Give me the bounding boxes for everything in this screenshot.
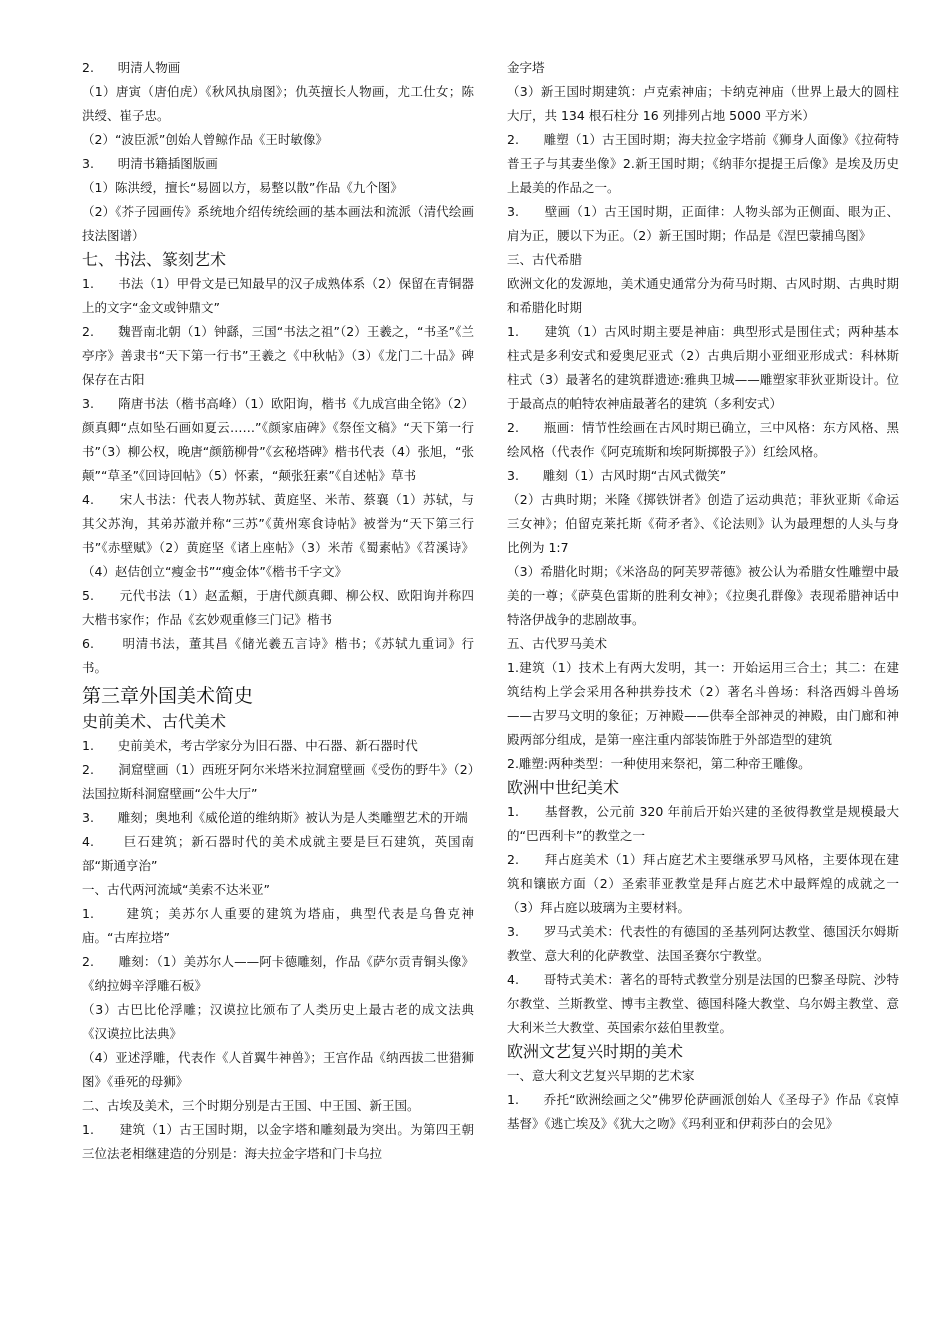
paragraph: （1）唐寅（唐伯虎）《秋风执扇图》；仇英擅长人物画，尤工仕女；陈洪绶、崔子忠。 xyxy=(82,84,474,123)
paragraph: 2.雕塑:两种类型：一种使用来祭祀，第二种帝王雕像。 xyxy=(507,756,811,771)
paragraph: （2）“波臣派”创始人曾鲸作品《王时敏像》 xyxy=(82,132,328,147)
paragraph: 二、古埃及美术，三个时期分别是古王国、中王国、新王国。 xyxy=(82,1098,420,1113)
left-column xyxy=(82,56,474,1166)
paragraph: 3. 明清书籍插图版画 xyxy=(82,156,218,171)
paragraph: 一、古代两河流域“美索不达米亚” xyxy=(82,882,270,897)
paragraph: 1. 建筑（1）古王国时期，以金字塔和雕刻最为突出。为第四王朝三位法老相继建造的分别是：海夫拉金字塔和门卡乌拉 xyxy=(82,1122,474,1161)
paragraph: 1. 书法（1）甲骨文是已知最早的汉子成熟体系（2）保留在青铜器上的文字“金文或钟鼎文” xyxy=(82,276,474,315)
paragraph: 2. 明清人物画 xyxy=(82,60,181,75)
paragraph: 5. 元代书法（1）赵孟頫，于唐代颜真卿、柳公权、欧阳询并称四大楷书家作；作品《玄妙观重修三门记》楷书 xyxy=(82,588,474,627)
paragraph: 金字塔 xyxy=(507,60,545,75)
paragraph: 4. 宋人书法：代表人物苏轼、黄庭坚、米芾、蔡襄（1）苏轼，与其父苏洵，其弟苏澈并称“三苏”《黄州寒食诗帖》被誉为“天下第三行书”《赤壁赋》（2）黄庭坚《诸上座帖》（3）米芾《蜀素帖》《苕溪诗》（4）赵佶创立“瘦金书”“瘦金体”《楷书千字文》 xyxy=(82,492,474,579)
chapter-heading: 第三章外国美术简史 xyxy=(82,685,254,707)
paragraph: （3）新王国时期建筑：卢克索神庙；卡纳克神庙（世界上最大的圆柱大厅，共 134 根石柱分 16 列排列占地 5000 平方米） xyxy=(507,84,899,123)
paragraph: 2. 瓶画：情节性绘画在古风时期已确立，三中风格：东方风格、黑绘风格（代表作《阿克琉斯和埃阿斯掷骰子》）红绘风格。 xyxy=(507,420,899,459)
paragraph: 2. 洞窟壁画（1）西班牙阿尔米塔米拉洞窟壁画《受伤的野牛》（2）法国拉斯科洞窟壁画“公牛大厅” xyxy=(82,762,474,801)
paragraph: 1. 建筑；美苏尔人重要的建筑为塔庙，典型代表是乌鲁克神庙。“古库拉塔” xyxy=(82,906,474,945)
paragraph: 3. 壁画（1）古王国时期，正面律：人物头部为正侧面、眼为正、肩为正，腰以下为正。（2）新王国时期；作品是《涅巴蒙捕鸟图》 xyxy=(507,204,899,243)
section-heading: 欧洲中世纪美术 xyxy=(507,778,620,797)
paragraph: 4. 哥特式美术：著名的哥特式教堂分别是法国的巴黎圣母院、沙特尔教堂、兰斯教堂、博韦主教堂、德国科隆大教堂、乌尔姆主教堂、意大利米兰大教堂、英国索尔兹伯里教堂。 xyxy=(507,972,899,1035)
section-heading: 史前美术、古代美术 xyxy=(82,712,227,731)
paragraph: 2. 魏晋南北朝（1）钟繇，三国“书法之祖”（2）王羲之，“书圣”《兰亭序》善隶书“天下第一行书”王羲之《中秋帖》（3）《龙门二十品》碑保存在古阳 xyxy=(82,324,474,387)
paragraph: 6. 明清书法，董其昌《储光羲五言诗》楷书；《苏轼九重词》行书。 xyxy=(82,636,474,675)
paragraph: 1. 基督教，公元前 320 年前后开始兴建的圣彼得教堂是规模最大的“巴西利卡”的教堂之一 xyxy=(507,804,899,843)
paragraph: 3. 雕刻；奥地利《威伦道的维纳斯》被认为是人类雕塑艺术的开端 xyxy=(82,810,468,825)
paragraph: 1.建筑（1）技术上有两大发明，其一：开始运用三合土；其二：在建筑结构上学会采用各种拱券技术（2）著名斗兽场：科洛西姆斗兽场——古罗马文明的象征；万神殿——供奉全部神灵的神殿，由门廊和神殿两部分组成，是第一座注重内部装饰胜于外部造型的建筑 xyxy=(507,660,899,747)
paragraph: （3）古巴比伦浮雕；汉谟拉比颁布了人类历史上最古老的成文法典《汉谟拉比法典》 xyxy=(82,1002,474,1041)
paragraph: （2）古典时期；米隆《掷铁饼者》创造了运动典范；菲狄亚斯《命运三女神》；伯留克莱托斯《荷矛者》、《论法则》认为最理想的人头与身比例为 1:7 xyxy=(507,492,899,555)
paragraph: 2. 拜占庭美术（1）拜占庭艺术主要继承罗马风格，主要体现在建筑和镶嵌方面（2）圣索菲亚教堂是拜占庭艺术中最辉煌的成就之一（3）拜占庭以玻璃为主要材料。 xyxy=(507,852,899,915)
paragraph: 3. 罗马式美术：代表性的有德国的圣基列阿达教堂、德国沃尔姆斯教堂、意大利的化萨教堂、法国圣赛尔宁教堂。 xyxy=(507,924,899,963)
paragraph: 2. 雕刻：（1）美苏尔人——阿卡德雕刻，作品《萨尔贡青铜头像》《纳拉姆辛浮雕石板》 xyxy=(82,954,474,993)
paragraph: （1）陈洪绶，擅长“易圆以方，易整以散”作品《九个图》 xyxy=(82,180,403,195)
paragraph: 3. 雕刻（1）古风时期“古风式微笑” xyxy=(507,468,727,483)
paragraph: 1. 史前美术，考古学家分为旧石器、中石器、新石器时代 xyxy=(82,738,418,753)
paragraph: 1. 乔托“欧洲绘画之父”佛罗伦萨画派创始人《圣母子》作品《哀悼基督》《逃亡埃及》《犹大之吻》《玛利亚和伊莉莎白的会见》 xyxy=(507,1092,899,1131)
paragraph: 欧洲文化的发源地，美术通史通常分为荷马时期、古风时期、古典时期和希腊化时期 xyxy=(507,276,899,315)
paragraph: （3）希腊化时期；《米洛岛的阿芙罗蒂德》被公认为希腊女性雕塑中最美的一尊；《萨莫色雷斯的胜利女神》；《拉奥孔群像》表现希腊神话中特洛伊战争的悲剧故事。 xyxy=(507,564,899,627)
paragraph: 4. 巨石建筑；新石器时代的美术成就主要是巨石建筑，英国南部“斯通亨治” xyxy=(82,834,474,873)
section-heading: 欧洲文艺复兴时期的美术 xyxy=(507,1042,684,1061)
paragraph: （2）《芥子园画传》系统地介绍传统绘画的基本画法和流派（清代绘画技法图谱） xyxy=(82,204,474,243)
paragraph: 1. 建筑（1）古风时期主要是神庙：典型形式是围住式；两种基本柱式是多利安式和爱奥尼亚式（2）古典后期小亚细亚形成式：科林斯柱式（3）最著名的建筑群遗迹:雅典卫城——雕塑家菲狄亚斯设计。位于最高点的帕特农神庙最著名的建筑（多利安式） xyxy=(507,324,899,411)
paragraph: 三、古代希腊 xyxy=(507,252,583,267)
right-column xyxy=(507,56,899,1136)
paragraph: 2. 雕塑（1）古王国时期；海夫拉金字塔前《狮身人面像》《拉荷特普王子与其妻坐像》2.新王国时期；《纳菲尔提提王后像》是埃及历史上最美的作品之一。 xyxy=(507,132,899,195)
section-heading: 七、书法、篆刻艺术 xyxy=(82,250,227,269)
paragraph: 一、意大利文艺复兴早期的艺术家 xyxy=(507,1068,695,1083)
paragraph: 五、古代罗马美术 xyxy=(507,636,608,651)
paragraph: 3. 隋唐书法（楷书高峰）（1）欧阳询，楷书《九成宫曲全铭》（2）颜真卿“点如坠石画如夏云……”《颜家庙碑》《祭侄文稿》“天下第一行书”（3）柳公权，晚唐“颜筋柳骨”《玄秘塔碑》楷书代表（4）张旭，“张颠”“草圣”《回诗回帖》（5）怀素，“颠张狂素”《自述帖》草书 xyxy=(82,396,474,483)
paragraph: （4）亚述浮雕，代表作《人首翼牛神兽》；王宫作品《纳西拔二世猎狮图》《垂死的母狮》 xyxy=(82,1050,474,1089)
